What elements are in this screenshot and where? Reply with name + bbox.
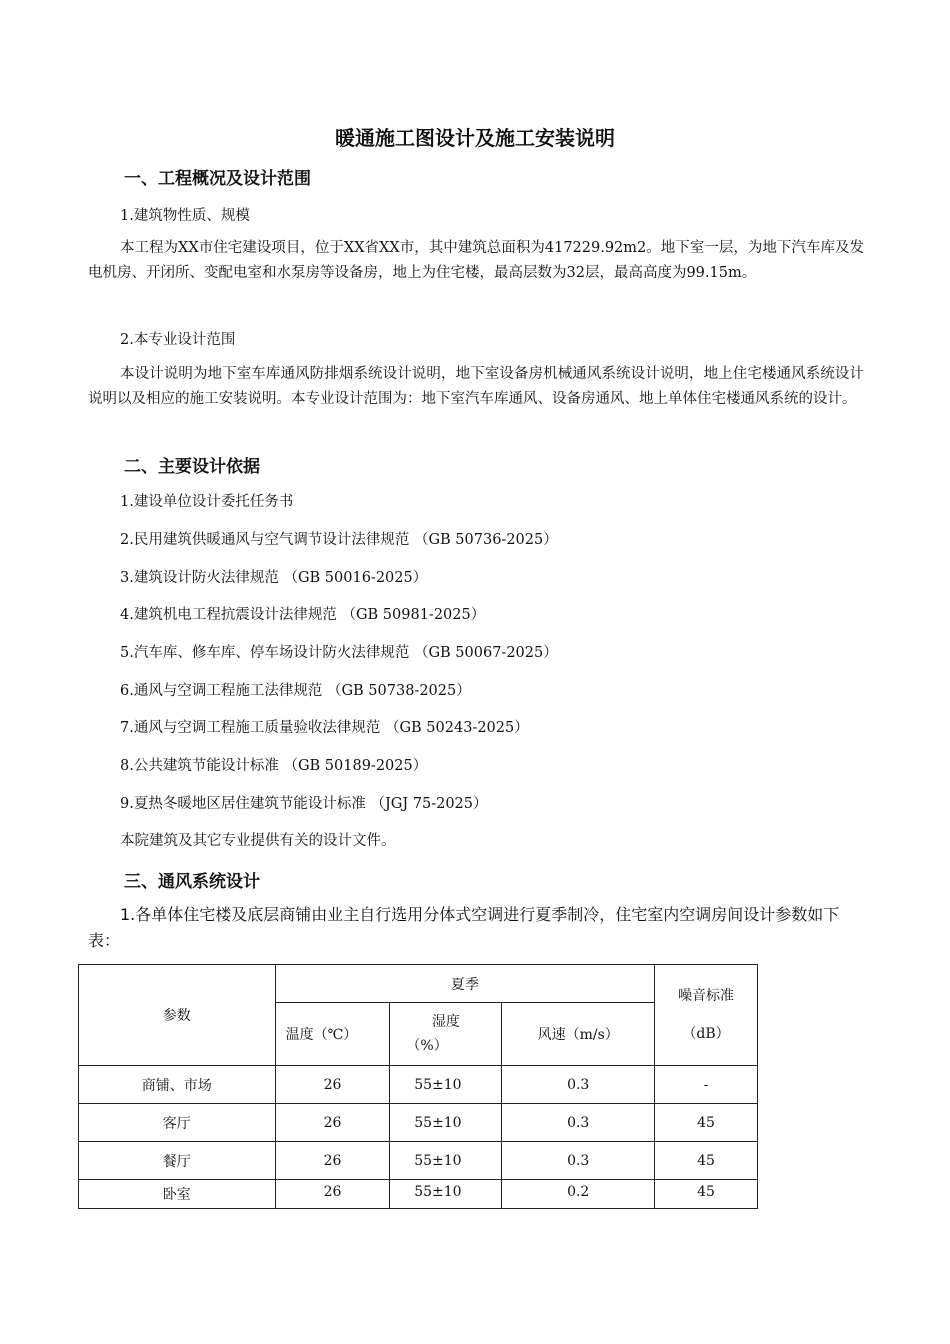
cell-humidity: 55±10 (390, 1104, 502, 1142)
basis-item: 9.夏热冬暖地区居住建筑节能设计标准 （JGJ 75-2025） (120, 796, 488, 812)
header-humidity-line2: （%） (406, 1038, 448, 1054)
design-parameters-table (78, 964, 758, 1209)
table-row (79, 1142, 758, 1180)
basis-item: 3.建筑设计防火法律规范 （GB 50016-2025） (120, 570, 428, 586)
cell-humidity: 55±10 (390, 1142, 502, 1180)
cell-humidity: 55±10 (390, 1066, 502, 1104)
document-title: 暖通施工图设计及施工安装说明 (335, 126, 615, 150)
basis-item: 2.民用建筑供暖通风与空气调节设计法律规范 （GB 50736-2025） (120, 532, 558, 548)
section1-heading: 一、工程概况及设计范围 (124, 169, 311, 189)
cell-wind: 0.3 (502, 1104, 655, 1142)
section2-heading: 二、主要设计依据 (124, 457, 260, 477)
cell-noise: - (655, 1066, 758, 1104)
table-row (79, 1104, 758, 1142)
section1-sub2: 2.本专业设计范围 (120, 332, 236, 348)
basis-item: 8.公共建筑节能设计标准 （GB 50189-2025） (120, 758, 428, 774)
header-temp: 温度（℃） (275, 1003, 390, 1066)
section3-para1: 1.各单体住宅楼及底层商铺由业主自行选用分体式空调进行夏季制冷，住宅室内空调房间设计参数如下表： (88, 905, 840, 950)
cell-temp: 26 (275, 1066, 390, 1104)
header-param: 参数 (79, 965, 276, 1066)
header-wind: 风速（m/s） (502, 1003, 655, 1066)
cell-humidity: 55±10 (390, 1180, 502, 1209)
cell-wind: 0.2 (502, 1180, 655, 1209)
cell-room: 客厅 (79, 1104, 276, 1142)
cell-room: 卧室 (79, 1180, 276, 1209)
header-noise-line1: 噪音标准 (678, 988, 735, 1004)
cell-temp: 26 (275, 1180, 390, 1209)
header-noise (655, 965, 758, 1066)
cell-wind: 0.3 (502, 1066, 655, 1104)
basis-item: 5.汽车库、修车库、停车场设计防火法律规范 （GB 50067-2025） (120, 645, 558, 661)
section1-para2: 本设计说明为地下室车库通风防排烟系统设计说明，地下室设备房机械通风系统设计说明，地上住宅楼通风系统设计说明以及相应的施工安装说明。本专业设计范围为：地下室汽车库通风、设备房通风、地上单体住宅楼通风系统的设计。 (88, 366, 864, 407)
cell-noise: 45 (655, 1104, 758, 1142)
header-humidity (390, 1003, 502, 1066)
cell-noise: 45 (655, 1142, 758, 1180)
cell-temp: 26 (275, 1142, 390, 1180)
basis-item: 6.通风与空调工程施工法律规范 （GB 50738-2025） (120, 683, 471, 699)
basis-item: 4.建筑机电工程抗震设计法律规范 （GB 50981-2025） (120, 607, 486, 623)
basis-closing: 本院建筑及其它专业提供有关的设计文件。 (120, 833, 396, 849)
cell-temp: 26 (275, 1104, 390, 1142)
basis-item: 7.通风与空调工程施工质量验收法律规范 （GB 50243-2025） (120, 720, 529, 736)
table-row (79, 1180, 758, 1209)
cell-wind: 0.3 (502, 1142, 655, 1180)
section1-para1: 本工程为XX市住宅建设项目，位于XX省XX市，其中建筑总面积为417229.92m2。地下室一层，为地下汽车库及发电机房、开闭所、变配电室和水泵房等设备房，地上为住宅楼，最高层数为32层，最高高度为99.15m。 (88, 240, 864, 281)
basis-item: 1.建设单位设计委托任务书 (120, 494, 294, 510)
section1-sub1: 1.建筑物性质、规模 (120, 208, 250, 224)
cell-room: 商铺、市场 (79, 1066, 276, 1104)
cell-room: 餐厅 (79, 1142, 276, 1180)
cell-noise: 45 (655, 1180, 758, 1209)
section3-heading: 三、通风系统设计 (124, 872, 260, 892)
header-noise-line2: （dB） (682, 1026, 730, 1042)
header-summer: 夏季 (275, 965, 655, 1003)
table-row (79, 1066, 758, 1104)
header-humidity-line1: 湿度 (431, 1014, 460, 1030)
